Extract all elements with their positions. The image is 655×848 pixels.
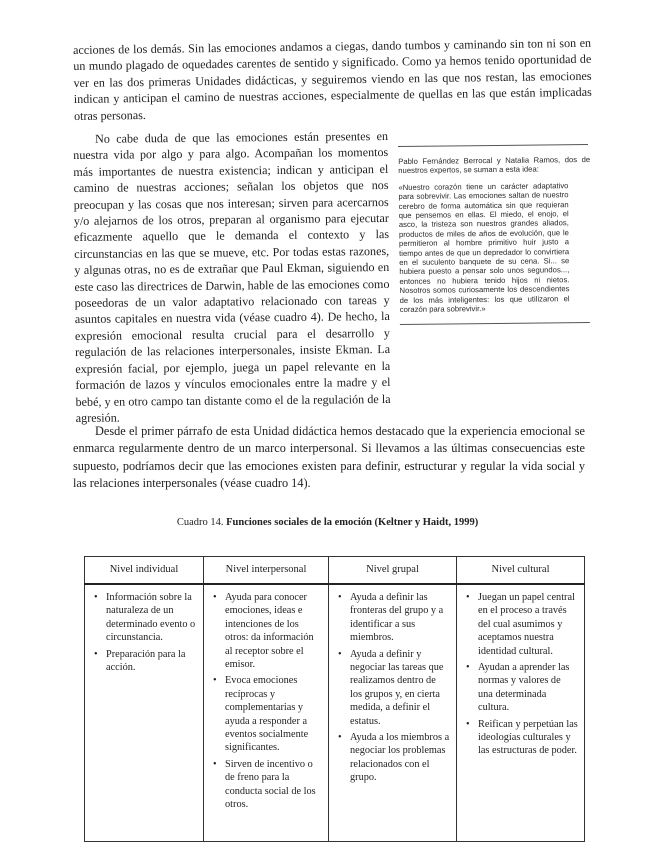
interpersonal-list bbox=[212, 591, 322, 812]
cell-cultural bbox=[457, 584, 585, 842]
sidebar-bottom-rule bbox=[400, 322, 590, 325]
closing-paragraph: Desde el primer párrafo de esta Unidad didáctica hemos destacado que la experiencia emocional se enmarca regularmente dentro de un marco interpersonal. Si llevamos a las últimas consecuencias este supuesto, podríamos decir que las emociones existen para definir, estructurar y regular la vida social y las relaciones interpersonales (véase cuadro 14). bbox=[73, 424, 585, 491]
cell-group bbox=[329, 584, 457, 842]
column-header-cultural: Nivel cultural bbox=[457, 557, 585, 585]
individual-list bbox=[93, 591, 197, 674]
list-item: • Ayuda a definir las fronteras del grupo y a identificar a sus miembros. bbox=[337, 591, 450, 645]
column-header-individual: Nivel individual bbox=[85, 557, 204, 585]
intro-paragraph: acciones de los demás. Sin las emociones andamos a ciegas, dando tumbos y caminando sin ton ni son en un mundo plagado de oquedades carentes de sentido y significado. Como ya hemos tenido oportunidad de ver en las dos primeras Unidades didácticas, y seguiremos viendo en las que nos restan, las emociones indican y anticipan el camino de nuestras acciones, especialmente de quellas en las que están implicadas otras personas. bbox=[73, 35, 592, 123]
table-caption bbox=[0, 517, 655, 528]
list-item: • Juegan un papel central en el proceso a través del cual asumimos y aceptamos nuestra identidad cultural. bbox=[465, 591, 578, 658]
list-item: • Ayuda a definir y negociar las tareas que realizamos dentro de los grupos y, en cierta medida, a definir el estatus. bbox=[337, 648, 450, 728]
sidebar-intro: Pablo Fernández Berrocal y Natalia Ramos, dos de nuestros expertos, se suman a esta idea: bbox=[398, 154, 591, 176]
table-header-row bbox=[85, 557, 585, 585]
sidebar-quote-box bbox=[398, 144, 592, 325]
table-caption-number: Cuadro 14. bbox=[176, 517, 224, 528]
sidebar-quote: «Nuestro corazón tiene un carácter adaptativo para sobrevivir. Las emociones saltan de nuestro cerebro de forma automática sin que requieran que pensemos en ellas. El miedo, el enojo, el asco, la tristeza son nuestros grandes aliados, productos de miles de años de evolución, que le permitieron al hombre primitivo huir justo a tiempo antes de que un depredador lo convirtiera en el suculento banquete de su cena. Si... se hubiera puesto a pensar solo unos segundos..., entonces no hubiera tenido hijos ni nietos. Nosotros somos curiosamente los descendientes de los más inteligentes: los que utilizaron el corazón para sobrevivir.» bbox=[398, 181, 570, 315]
list-item: • Preparación para la acción. bbox=[93, 648, 197, 675]
group-list bbox=[337, 591, 450, 785]
column-header-group: Nivel grupal bbox=[329, 557, 457, 585]
cultural-list bbox=[465, 591, 578, 758]
list-item: • Información sobre la naturaleza de un determinado evento o circunstancia. bbox=[93, 591, 197, 645]
column-header-interpersonal: Nivel interpersonal bbox=[204, 557, 329, 585]
cell-individual bbox=[85, 584, 204, 842]
sidebar-top-rule bbox=[398, 144, 588, 147]
cell-interpersonal bbox=[204, 584, 329, 842]
list-item: • Evoca emociones recíprocas y complementarias y ayuda a responder a eventos socialmente significantes. bbox=[212, 674, 322, 754]
list-item: • Reifican y perpetúan las ideologías culturales y las estructuras de poder. bbox=[465, 718, 578, 758]
list-item: • Ayuda para conocer emociones, ideas e intenciones de los otros: da información al receptor sobre el emisor. bbox=[212, 591, 322, 671]
list-item: • Sirven de incentivo o de freno para la conducta social de los otros. bbox=[212, 758, 322, 812]
main-paragraph: No cabe duda de que las emociones están presentes en nuestra vida por algo y para algo. Acompañan los momentos más importantes de nuestra existencia; indican y anticipan el camino de nuestras acciones; señalan los objetos que nos preocupan y las cosas que nos interesan; sirven para acercarnos y/o alejarnos de los otros, preparan al organismo para ejecutar eficazmente aquello que le demanda el contexto y las circunstancias en las que se mueve, etc. Por todas estas razones, y algunas otras, no es de extrañar que Paul Ekman, siguiendo en este caso las directrices de Darwin, hable de las emociones como poseedoras de un valor adaptativo relacionado con tareas y asuntos capitales en nuestra vida (véase cuadro 4). De hecho, la expresión emocional resulta crucial para el desarrollo y regulación de las relaciones interpersonales, insiste Ekman. La expresión facial, por ejemplo, juega un papel relevante en la formación de lazos y vínculos emocionales entre la madre y el bebé, y en otro campo tan distante como el de la regulación de la agresión. bbox=[73, 128, 391, 425]
list-item: • Ayudan a aprender las normas y valores de una determinada cultura. bbox=[465, 661, 578, 715]
social-functions-table bbox=[84, 556, 585, 842]
list-item: • Ayuda a los miembros a negociar los problemas relacionados con el grupo. bbox=[337, 731, 450, 785]
table-row bbox=[85, 584, 585, 842]
table-caption-title: Funciones sociales de la emoción (Keltner y Haidt, 1999) bbox=[226, 517, 479, 528]
